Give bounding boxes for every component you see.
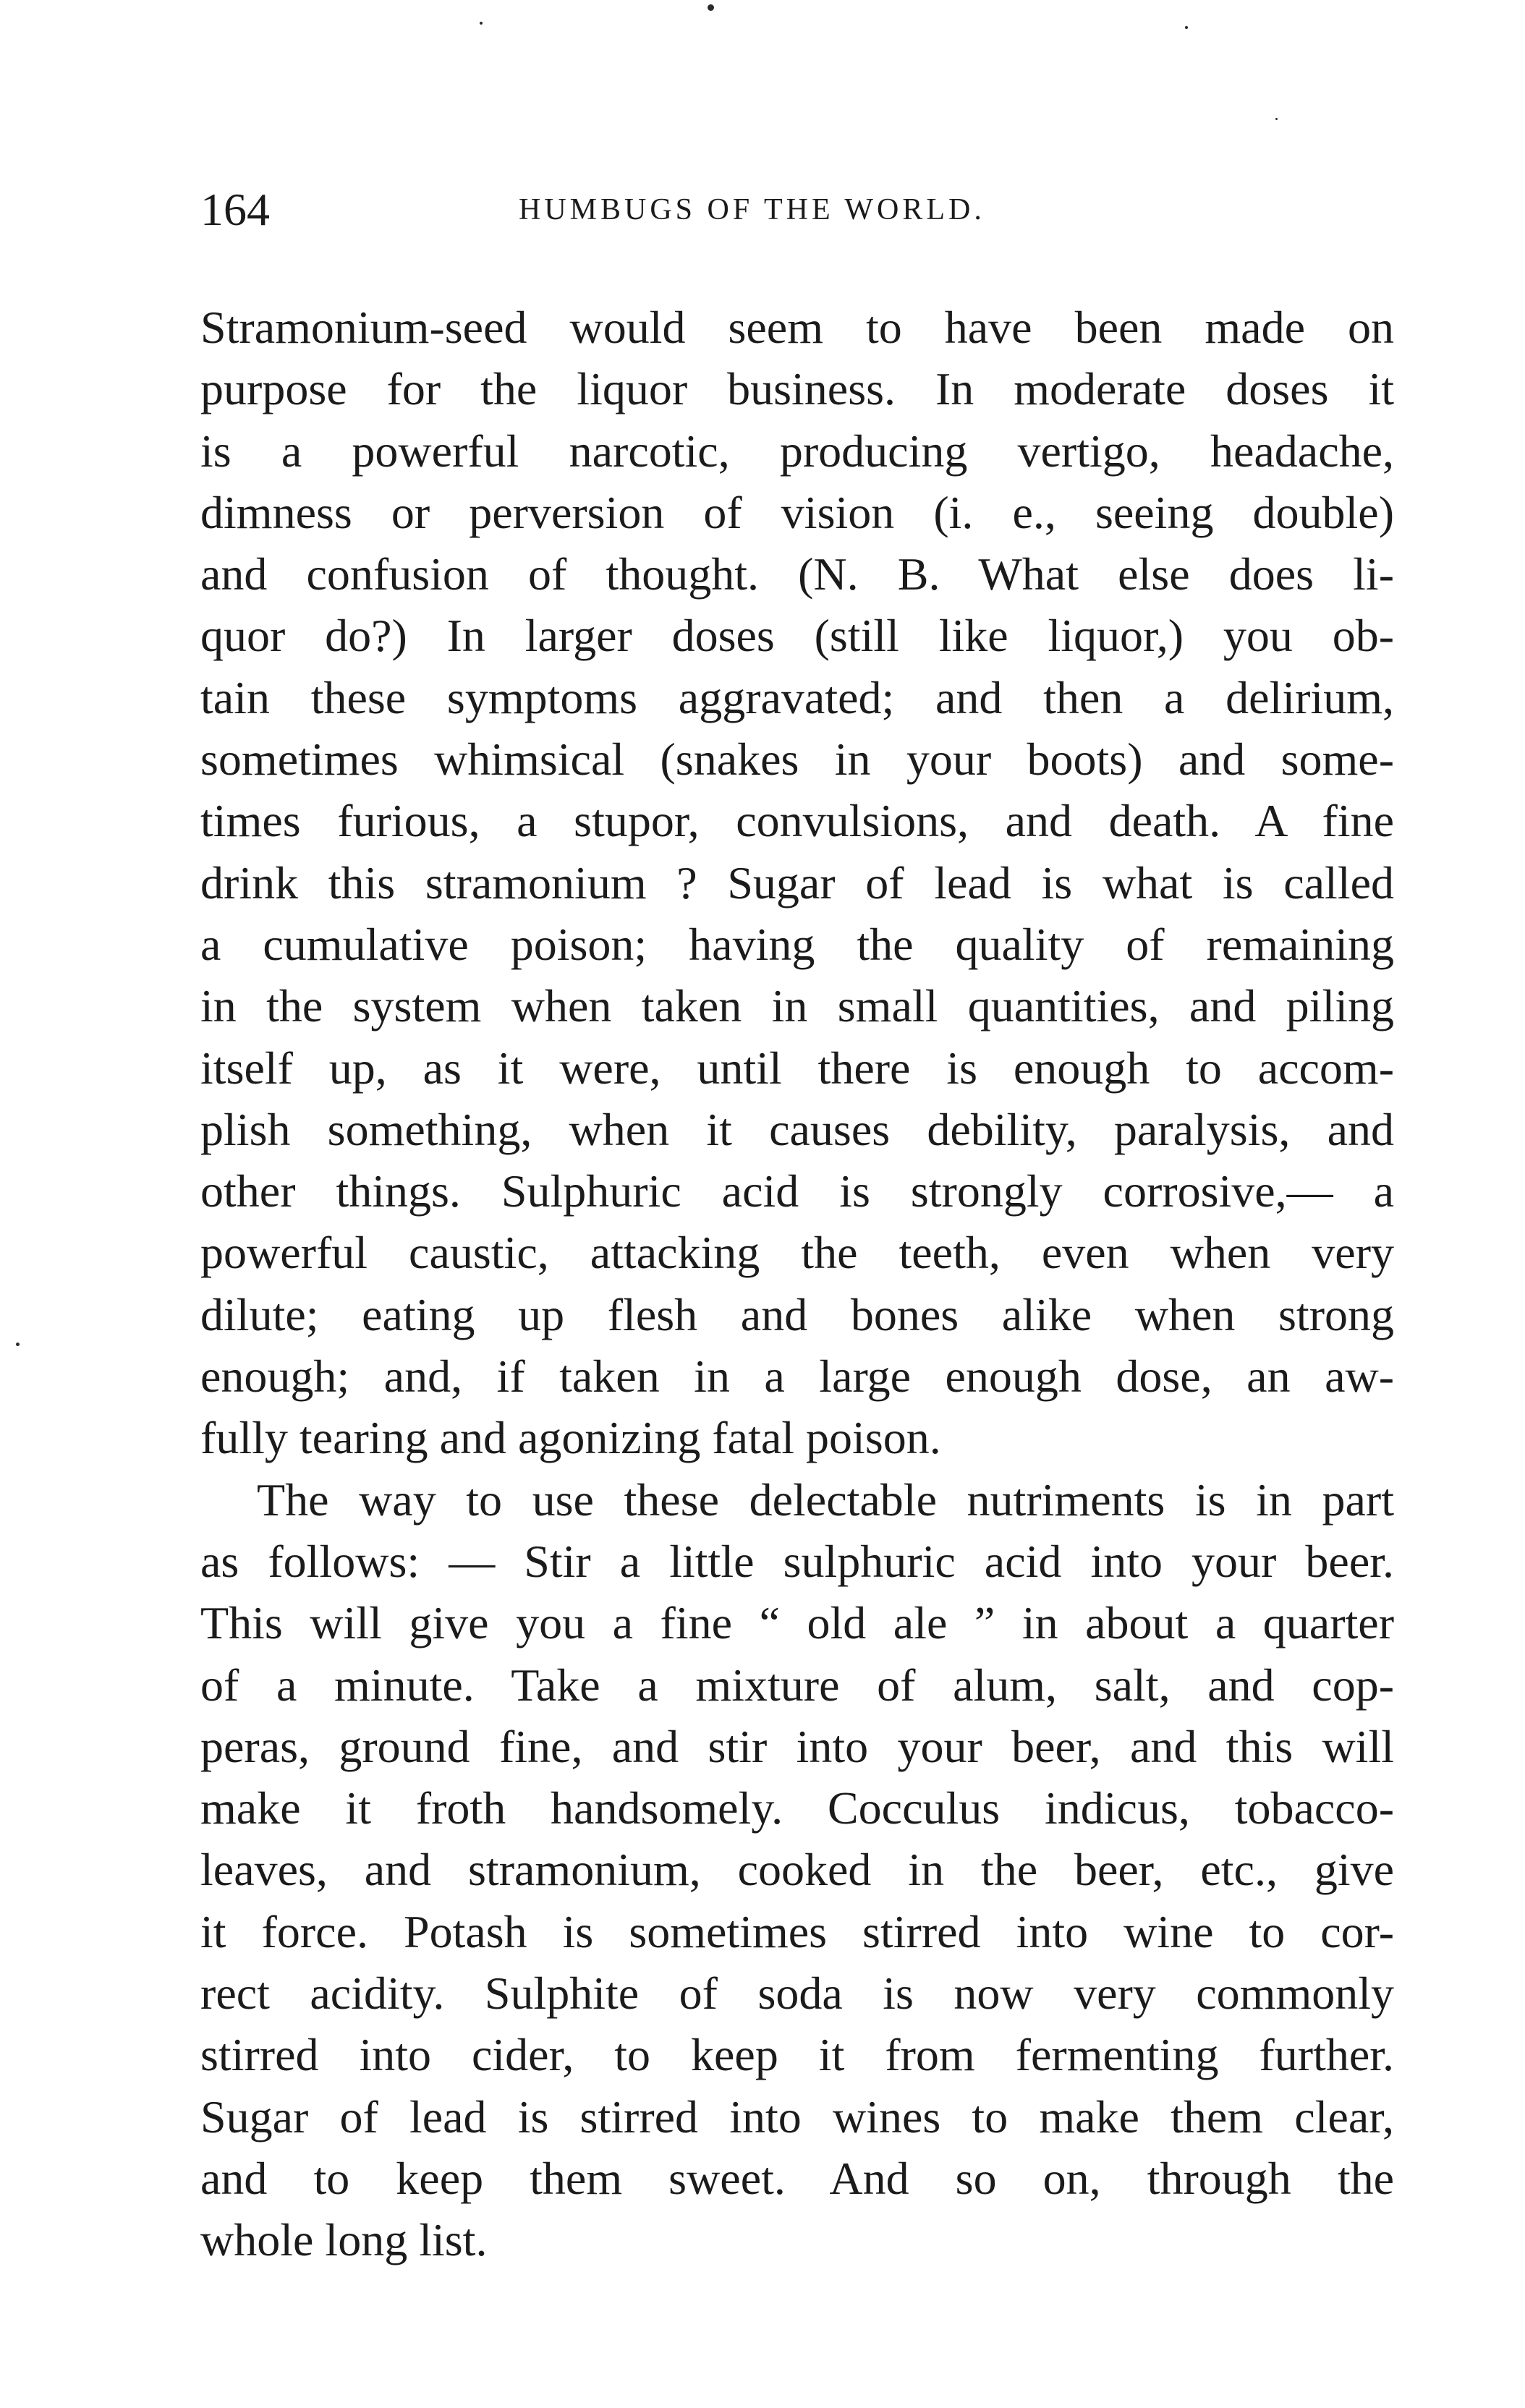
page-header xyxy=(200,181,1394,239)
scan-speck xyxy=(708,4,714,11)
scan-speck xyxy=(1185,26,1188,29)
text-line: times furious, a stupor, convulsions, and death. A fine xyxy=(200,795,1394,847)
text-line: a cumulative poison; having the quality of remaining xyxy=(200,918,1394,970)
scan-speck xyxy=(16,1343,20,1346)
text-line: itself up, as it were, until there is enough to accom- xyxy=(200,1042,1394,1094)
text-line: tain these symptoms aggravated; and then a delirium, xyxy=(200,671,1394,723)
text-line: stirred into cider, to keep it from fermenting further. xyxy=(200,2029,1394,2081)
text-line: as follows: — Stir a little sulphuric acid into your beer. xyxy=(200,1535,1394,1587)
text-line: and confusion of thought. (N. B. What else does li- xyxy=(200,548,1394,600)
running-head: HUMBUGS OF THE WORLD. xyxy=(519,193,985,226)
body-text xyxy=(200,297,1394,2271)
text-line: The way to use these delectable nutriments is in part xyxy=(257,1473,1394,1526)
text-line: leaves, and stramonium, cooked in the beer, etc., give xyxy=(200,1844,1394,1896)
text-line: This will give you a fine “ old ale ” in about a quarter xyxy=(200,1597,1394,1649)
text-line: dimness or perversion of vision (i. e., seeing double) xyxy=(200,486,1394,538)
text-line: it force. Potash is sometimes stirred into wine to cor- xyxy=(200,1905,1394,1957)
text-line: is a powerful narcotic, producing vertigo, headache, xyxy=(200,425,1394,477)
text-line: plish something, when it causes debility, paralysis, and xyxy=(200,1103,1394,1155)
text-line: rect acidity. Sulphite of soda is now very commonly xyxy=(200,1967,1394,2020)
page-number: 164 xyxy=(200,184,270,235)
scan-speck xyxy=(1275,118,1278,120)
text-line: sometimes whimsical (snakes in your boots) and some- xyxy=(200,733,1394,786)
text-line: powerful caustic, attacking the teeth, even when very xyxy=(200,1227,1394,1279)
text-line: and to keep them sweet. And so on, through the xyxy=(200,2152,1394,2204)
text-line: make it froth handsomely. Cocculus indicus, tobacco- xyxy=(200,1782,1394,1834)
text-line: other things. Sulphuric acid is strongly corrosive,— a xyxy=(200,1165,1394,1217)
text-line: quor do?) In larger doses (still like liquor,) you ob- xyxy=(200,610,1394,662)
text-line: Sugar of lead is stirred into wines to make them clear, xyxy=(200,2090,1394,2143)
text-line: enough; and, if taken in a large enough dose, an aw- xyxy=(200,1350,1394,1403)
text-line: purpose for the liquor business. In moderate doses it xyxy=(200,363,1394,415)
text-line: drink this stramonium ? Sugar of lead is what is called xyxy=(200,856,1394,909)
text-line: of a minute. Take a mixture of alum, salt, and cop- xyxy=(200,1659,1394,1711)
text-line: in the system when taken in small quantities, and piling xyxy=(200,980,1394,1032)
text-line: peras, ground fine, and stir into your beer, and this will xyxy=(200,1720,1394,1772)
scan-speck xyxy=(480,22,483,25)
text-line: Stramonium-seed would seem to have been made on xyxy=(200,302,1394,353)
text-line: fully tearing and agonizing fatal poison. xyxy=(200,1412,941,1464)
text-line: dilute; eating up flesh and bones alike when strong xyxy=(200,1288,1394,1340)
text-line: whole long list. xyxy=(200,2214,488,2266)
